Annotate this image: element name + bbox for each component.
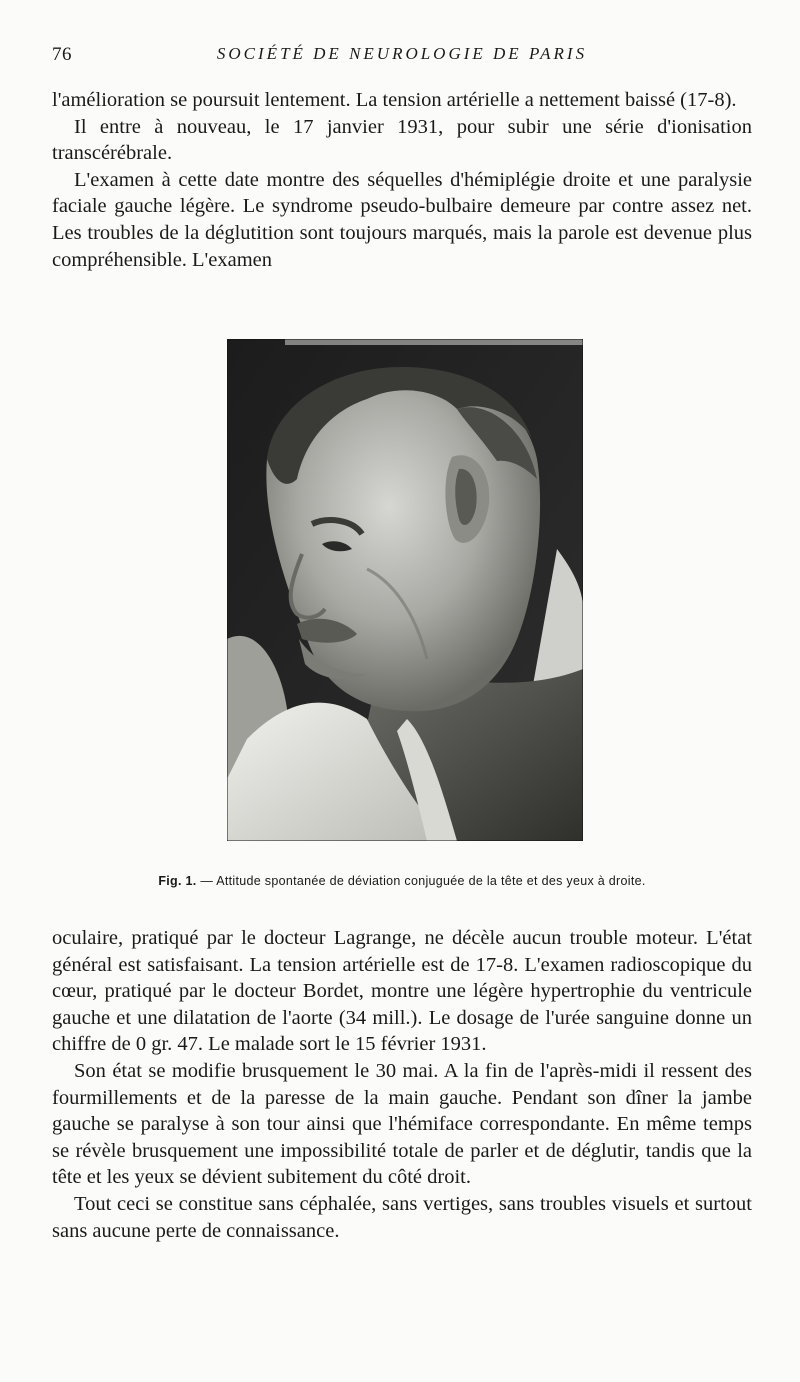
figure-caption xyxy=(52,874,752,888)
paragraph: Il entre à nouveau, le 17 janvier 1931, pour subir une série d'ionisation transcérébrale. xyxy=(52,115,752,165)
paragraph: l'amélioration se poursuit lentement. La tension artérielle a nettement baissé (17-8). xyxy=(52,89,737,111)
paragraph: L'examen à cette date montre des séquelles d'hémiplégie droite et une paralysie faciale gauche légère. Le syndrome pseudo-bulbaire demeure par contre assez net. Les troubles de la déglutition sont toujours marqués, mais la parole est devenue plus compréhensible. L'examen xyxy=(52,168,752,271)
body-text-top xyxy=(52,87,752,273)
paragraph: Tout ceci se constitue sans céphalée, sans vertiges, sans troubles visuels et surtout sans aucune perte de connaissance. xyxy=(52,1192,752,1242)
figure-caption-text: — Attitude spontanée de déviation conjuguée de la tête et des yeux à droite. xyxy=(200,874,646,888)
paragraph: oculaire, pratiqué par le docteur Lagrange, ne décèle aucun trouble moteur. L'état général est satisfaisant. La tension artérielle est de 17-8. L'examen radioscopique du cœur, pratiqué par le docteur Bordet, montre une légère hypertrophie du ventricule gauche et une dilatation de l'aorte (34 mill.). Le dosage de l'urée sanguine donne un chiffre de 0 gr. 47. Le malade sort le 15 février 1931. xyxy=(52,927,752,1056)
figure-label: Fig. 1. xyxy=(158,874,197,888)
page-header xyxy=(52,44,752,70)
paragraph: Son état se modifie brusquement le 30 mai. A la fin de l'après-midi il ressent des fourmillements et de la paresse de la main gauche. Pendant son dîner la jambe gauche se paralyse à son tour ainsi que l'hémiface correspondante. En même temps se révèle brusquement une impossibilité totale de parler et de déglutir, tandis que la tête et les yeux se dévient subitement du côté droit. xyxy=(52,1059,752,1189)
body-text-bottom xyxy=(52,925,752,1244)
patient-photograph xyxy=(227,339,583,841)
running-head: SOCIÉTÉ DE NEUROLOGIE DE PARIS xyxy=(216,44,588,63)
photograph-image xyxy=(227,339,583,841)
page-number: 76 xyxy=(52,44,72,65)
